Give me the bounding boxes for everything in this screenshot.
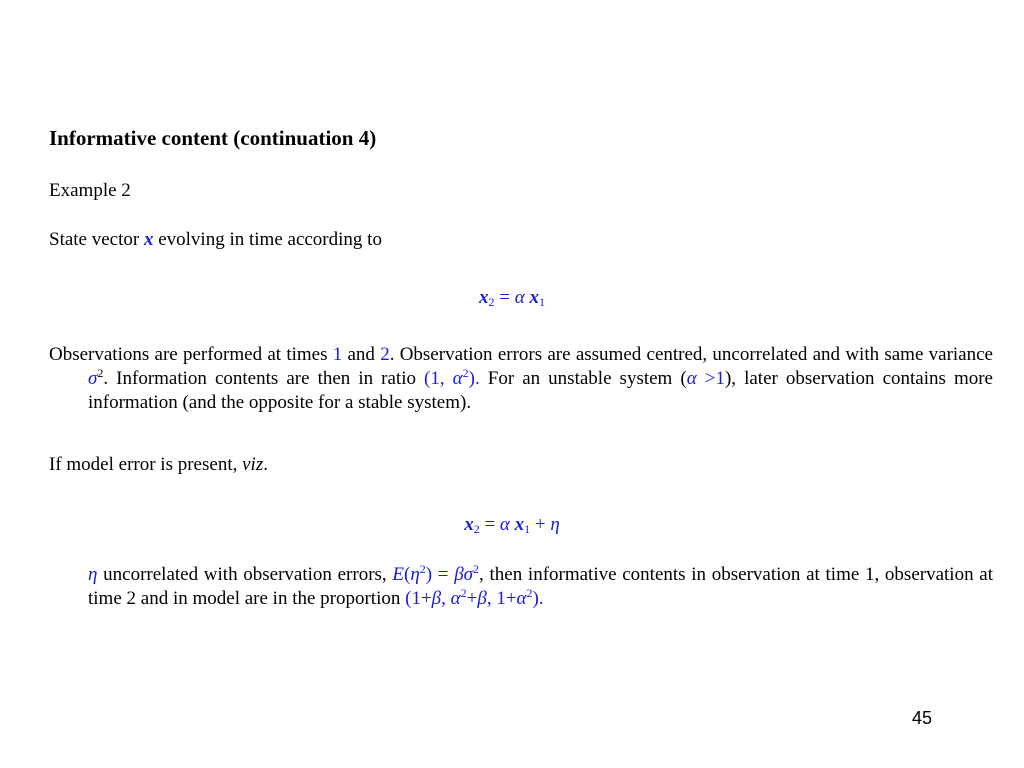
prop-open: (1+ (405, 588, 432, 609)
prop-beta-2: β (477, 588, 487, 609)
slide-title: Informative content (continuation 4) (49, 126, 377, 150)
eq1-rhs-sub: 1 (538, 295, 545, 309)
eta-paren-close: ) = (425, 564, 455, 585)
eq1-lhs-var: x (479, 287, 489, 308)
prop-comma-1: , (441, 588, 451, 609)
obs-text-2: and (342, 344, 381, 365)
eta-paren-open: ( (403, 564, 411, 585)
eta-text-2: , then informative contents in observation at time 1, observation at time 2 and in model are in the proportion (88, 564, 993, 609)
obs-sigma-sup: 2 (97, 366, 104, 380)
eta-paragraph (88, 563, 993, 611)
state-vector-line (49, 228, 382, 252)
equation-1 (0, 286, 1024, 310)
eq2-coef: α (499, 514, 510, 535)
example-label: Example 2 (49, 180, 131, 201)
obs-text-3: . Observation errors are assumed centred, uncorrelated and with same variance (389, 344, 993, 365)
obs-text-1: Observations are performed at times (49, 344, 333, 365)
obs-text-5: For an unstable system ( (479, 368, 687, 389)
eta-expectation: E (392, 564, 404, 585)
obs-sigma: σ (88, 368, 98, 389)
model-error-line (49, 453, 268, 477)
obs-text-4: . Information contents are then in ratio (103, 368, 425, 389)
prop-beta-1: β (431, 588, 442, 609)
eq1-lhs-sub: 2 (488, 295, 495, 309)
eq2-rhs-var: x (514, 514, 525, 535)
page-number: 45 (912, 708, 933, 728)
obs-ratio-close: ). (468, 368, 480, 389)
obs-time-1: 1 (332, 344, 343, 365)
obs-ratio-open: (1, (424, 368, 453, 389)
prop-comma-2: , 1+ (486, 588, 517, 609)
eq2-op: = (479, 514, 500, 535)
eta-text-1: uncorrelated with observation errors, (97, 564, 393, 585)
eq2-eta: η (550, 514, 560, 535)
prop-alpha-1: α (450, 588, 461, 609)
state-vector-symbol: x (143, 229, 154, 250)
obs-text-6: ), later observation contains more information (and the opposite for a stable system). (88, 368, 993, 413)
eq1-op: = (494, 287, 515, 308)
prop-alpha-2: α (516, 588, 527, 609)
prop-plus: + (466, 588, 478, 609)
obs-cond-gt: >1 (696, 368, 725, 389)
obs-time-2: 2 (380, 344, 390, 365)
equation-2 (0, 513, 1024, 537)
eta-sigma: σ (463, 564, 474, 585)
eq2-rhs-sub: 1 (524, 522, 531, 536)
prop-close: ). (532, 588, 544, 609)
eq2-lhs-var: x (464, 514, 474, 535)
observations-paragraph (49, 343, 993, 415)
state-text-after: evolving in time according to (153, 229, 382, 250)
obs-ratio-sup: 2 (462, 366, 469, 380)
obs-cond-alpha: α (686, 368, 697, 389)
model-error-period: . (263, 454, 268, 475)
model-error-text: If model error is present, (49, 454, 243, 475)
eta-sup-a: 2 (419, 562, 426, 576)
eta-symbol-2: η (410, 564, 420, 585)
eq2-plus: + (530, 514, 551, 535)
obs-ratio-alpha: α (452, 368, 463, 389)
eq1-rhs-var: x (529, 287, 539, 308)
prop-sup-2: 2 (526, 586, 533, 600)
eta-symbol: η (88, 564, 98, 585)
prop-sup-1: 2 (460, 586, 467, 600)
model-error-viz: viz (242, 454, 264, 475)
eq1-coef: α (514, 287, 525, 308)
eq2-lhs-sub: 2 (473, 522, 480, 536)
state-text-before: State vector (49, 229, 144, 250)
eta-beta: β (454, 564, 464, 585)
eta-sup-b: 2 (473, 562, 480, 576)
